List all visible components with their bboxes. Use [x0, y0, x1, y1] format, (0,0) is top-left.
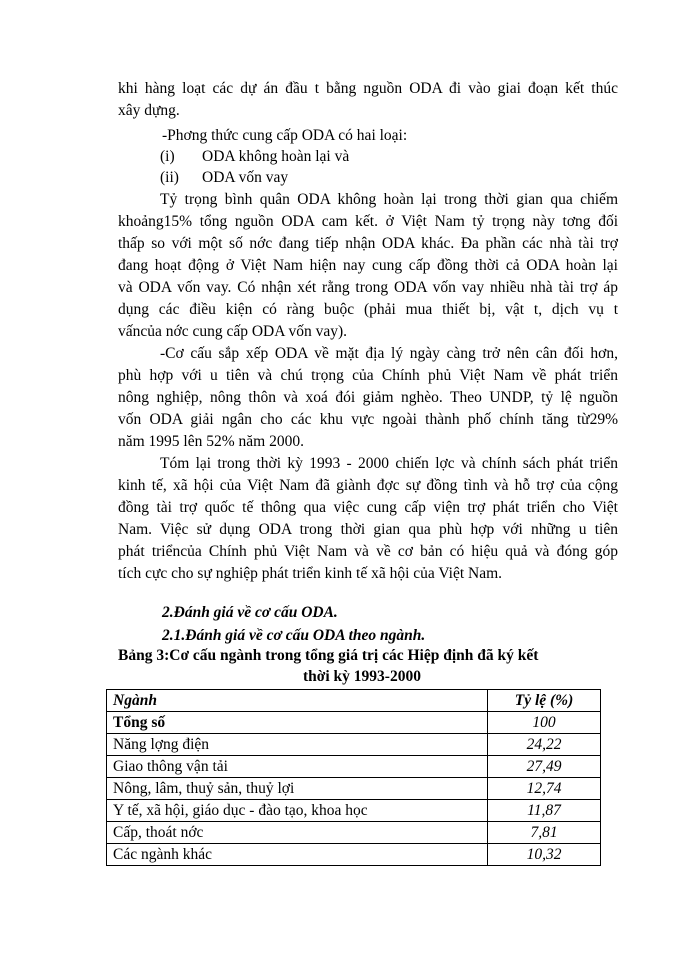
paragraph-line: thấp so với một số nớc đang tiếp nhận ODA khác. Đa phần các nhà tài trợ: [118, 235, 618, 252]
sector-cell: Tổng số: [107, 712, 488, 734]
share-cell: 10,32: [488, 844, 601, 866]
table-row: [107, 756, 601, 778]
sector-cell: Các ngành khác: [107, 844, 488, 866]
paragraph-line: nông nghiệp, nông thôn và xoá đói giảm nghèo. Theo UNDP, tỷ lệ nguồn: [118, 389, 618, 406]
paragraph-line: -Phơng thức cung cấp ODA có hai loại:: [162, 127, 408, 144]
paragraph-line: vốn ODA giải ngân cho các khu vực ngoài thành phố chính tăng từ29%: [118, 411, 618, 428]
list-item-text: ODA không hoàn lại và: [202, 148, 350, 165]
share-cell: 100: [488, 712, 601, 734]
paragraph-line: kinh tế, xã hội của Việt Nam đã giành đợc sự đồng tình và hỗ trợ của cộng: [118, 477, 618, 494]
section-heading: 2.Đánh giá về cơ cấu ODA.: [162, 604, 338, 621]
paragraph-line: phù hợp với u tiên và chú trọng của Chính phủ Việt Nam về phát triển: [118, 367, 618, 384]
paragraph-line: xây dựng.: [118, 102, 180, 119]
list-marker: (i): [160, 148, 175, 165]
paragraph-line: -Cơ cấu sắp xếp ODA về mặt địa lý ngày càng trở nên cân đối hơn,: [160, 345, 618, 362]
paragraph-line: khi hàng loạt các dự án đầu t bằng nguồn ODA đi vào giai đoạn kết thúc: [118, 80, 618, 97]
table-row: [107, 778, 601, 800]
paragraph-line: phát triểncủa Chính phủ Việt Nam và về cơ bản có hiệu quả và đóng góp: [118, 543, 618, 560]
share-cell: 27,49: [488, 756, 601, 778]
table-row: [107, 800, 601, 822]
share-cell: 12,74: [488, 778, 601, 800]
sector-cell: Y tế, xã hội, giáo dục - đào tạo, khoa học: [107, 800, 488, 822]
column-header-share: Tỷ lệ (%): [488, 690, 601, 712]
paragraph-line: khoảng15% tổng nguồn ODA cam kết. ở Việt Nam tỷ trọng này tơng đối: [118, 213, 618, 230]
paragraph-line: Tóm lại trong thời kỳ 1993 - 2000 chiến lợc và chính sách phát triển: [160, 455, 618, 472]
share-cell: 7,81: [488, 822, 601, 844]
paragraph-line: Nam. Việc sử dụng ODA trong thời gian qua phù hợp với những u tiên: [118, 521, 618, 538]
paragraph-line: vấncủa nớc cung cấp ODA vốn vay).: [118, 323, 347, 340]
table-row: [107, 822, 601, 844]
table-caption: Bảng 3:Cơ cấu ngành trong tổng giá trị các Hiệp định đã ký kết: [118, 647, 539, 664]
paragraph-line: dụng các điều kiện có ràng buộc (phải mua thiết bị, vật t, dịch vụ t: [118, 301, 618, 318]
paragraph-line: đồng tài trợ quốc tế thông qua việc cung cấp viện trợ phát triển cho Việt: [118, 499, 618, 516]
table-row: [107, 712, 601, 734]
paragraph-line: Tỷ trọng bình quân ODA không hoàn lại trong thời gian qua chiếm: [160, 191, 618, 208]
sector-cell: Giao thông vận tải: [107, 756, 488, 778]
table-row: [107, 844, 601, 866]
share-cell: 11,87: [488, 800, 601, 822]
sector-cell: Năng lợng điện: [107, 734, 488, 756]
table-row: [107, 734, 601, 756]
oda-sector-table: [106, 689, 601, 866]
table-header-row: [107, 690, 601, 712]
column-header-sector: Ngành: [107, 690, 488, 712]
sector-cell: Cấp, thoát nớc: [107, 822, 488, 844]
subsection-heading: 2.1.Đánh giá về cơ cấu ODA theo ngành.: [162, 627, 426, 644]
share-cell: 24,22: [488, 734, 601, 756]
paragraph-line: tích cực cho sự nghiệp phát triển kinh tế xã hội của Việt Nam.: [118, 565, 503, 582]
list-item-text: ODA vốn vay: [202, 169, 289, 186]
list-marker: (ii): [160, 169, 179, 186]
table-caption-period: thời kỳ 1993-2000: [303, 668, 421, 685]
paragraph-line: và ODA vốn vay. Có nhận xét rằng trong ODA vốn vay nhiều nhà tài trợ áp: [118, 279, 618, 296]
sector-cell: Nông, lâm, thuỷ sản, thuỷ lợi: [107, 778, 488, 800]
paragraph-line: đang hoạt động ở Việt Nam hiện nay cung cấp đồng thời cả ODA hoàn lại: [118, 257, 618, 274]
paragraph-line: năm 1995 lên 52% năm 2000.: [118, 433, 304, 450]
